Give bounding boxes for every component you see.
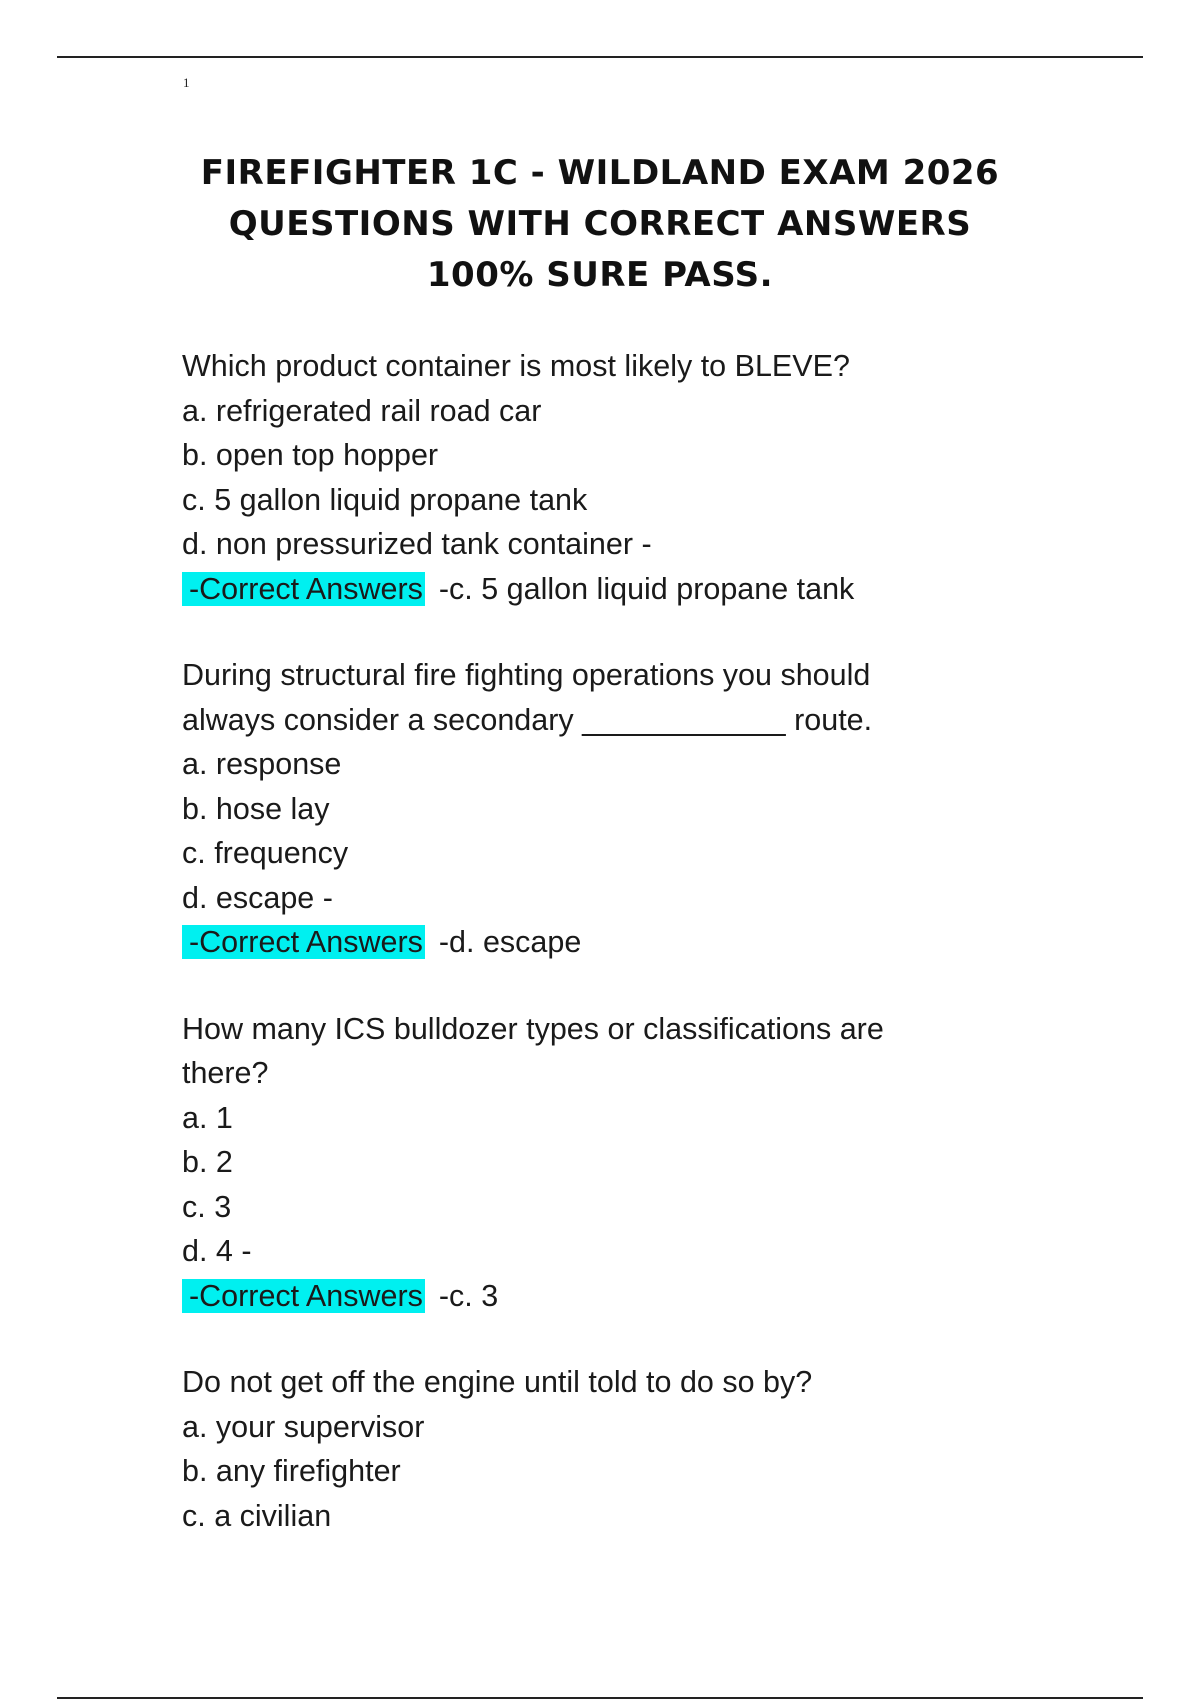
title-line: FIREFIGHTER 1C - WILDLAND EXAM 2026: [200, 153, 1000, 193]
option-a: a. refrigerated rail road car: [182, 393, 542, 428]
question-block: [182, 1360, 1062, 1538]
correct-answer: -c. 3: [438, 1278, 499, 1313]
question-text: there?: [182, 1056, 269, 1090]
answer-line: [182, 567, 1062, 612]
option-c: c. 5 gallon liquid propane tank: [182, 482, 588, 517]
question-text: Which product container is most likely to BLEVE?: [182, 349, 850, 383]
question-text: always consider a secondary ____________ route.: [182, 702, 873, 737]
document-title: [150, 148, 1050, 301]
question-text: During structural fire fighting operations you should: [182, 658, 871, 692]
option-b: b. open top hopper: [182, 438, 439, 472]
correct-answer: -d. escape: [438, 925, 582, 959]
title-line: 100% SURE PASS.: [426, 255, 774, 295]
question-block: [182, 344, 1062, 611]
option-c: c. 3: [182, 1189, 232, 1224]
option-a: a. your supervisor: [182, 1409, 425, 1444]
option-c: c. a civilian: [182, 1498, 332, 1533]
correct-answers-label: -Correct Answers: [182, 572, 425, 606]
page-number: 1: [183, 75, 190, 90]
option-d: d. non pressurized tank container -: [182, 527, 652, 561]
question-text: Do not get off the engine until told to do so by?: [182, 1365, 813, 1399]
option-c: c. frequency: [182, 836, 349, 870]
option-a: a. response: [182, 747, 342, 781]
option-b: b. hose lay: [182, 791, 330, 826]
correct-answers-label: -Correct Answers: [182, 925, 425, 959]
answer-line: [182, 1274, 1062, 1319]
question-block: [182, 653, 1062, 965]
option-a: a. 1: [182, 1100, 233, 1135]
question-block: [182, 1007, 1062, 1319]
correct-answer: -c. 5 gallon liquid propane tank: [438, 571, 855, 606]
title-line: QUESTIONS WITH CORRECT ANSWERS: [228, 204, 972, 244]
question-text: How many ICS bulldozer types or classifications are: [182, 1011, 884, 1046]
option-b: b. any firefighter: [182, 1454, 401, 1488]
question-list: [182, 344, 1062, 1580]
option-b: b. 2: [182, 1145, 233, 1179]
option-d: d. escape -: [182, 880, 333, 915]
bottom-rule: [57, 1697, 1143, 1699]
top-rule: [57, 56, 1143, 58]
answer-line: [182, 920, 1062, 965]
option-d: d. 4 -: [182, 1234, 252, 1268]
correct-answers-label: -Correct Answers: [182, 1279, 425, 1313]
